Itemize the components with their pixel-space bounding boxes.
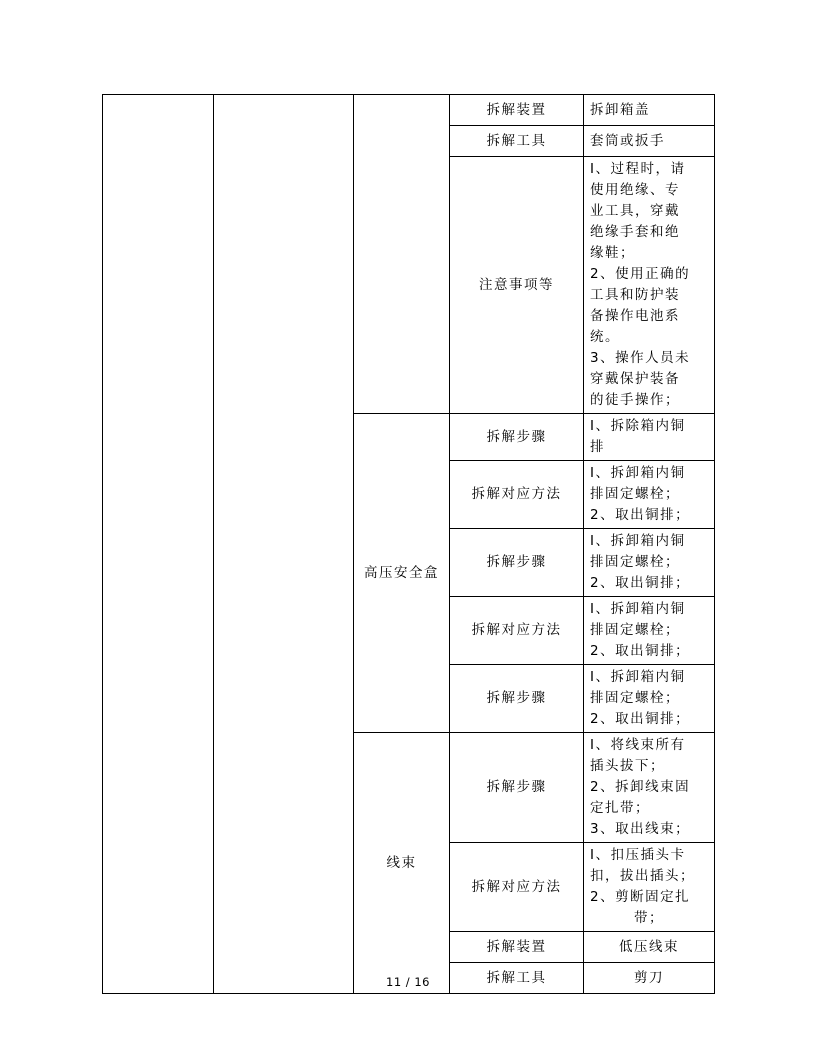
- text-line: 定扎带；: [590, 800, 650, 816]
- row-label: 拆解工具: [450, 963, 584, 994]
- text-line: I、扣压插头卡: [590, 847, 686, 863]
- text-line: 绝缘手套和绝: [590, 224, 680, 240]
- row-value: [584, 665, 715, 733]
- row-value: 套筒或扳手: [584, 126, 715, 157]
- text-line: 缘鞋；: [590, 245, 635, 261]
- page-number: 11 / 16: [386, 975, 430, 989]
- row-value: [584, 733, 715, 843]
- text-line: I、拆卸箱内铜: [590, 533, 686, 549]
- text-line: 2、取出铜排；: [590, 711, 691, 727]
- text-line: I、将线束所有: [590, 737, 686, 753]
- row-label: 拆解步骤: [450, 733, 584, 843]
- row-label: 拆解工具: [450, 126, 584, 157]
- row-label: 拆解对应方法: [450, 843, 584, 932]
- text-line: 的徒手操作；: [590, 392, 680, 408]
- text-line: 2、使用正确的: [590, 266, 691, 282]
- row-value: 拆卸箱盖: [584, 95, 715, 126]
- row-label: 拆解对应方法: [450, 597, 584, 665]
- row-label: 拆解对应方法: [450, 461, 584, 529]
- empty-col-1: [103, 95, 214, 994]
- group-harness: 线束: [354, 733, 450, 994]
- group-hv-box: 高压安全盒: [354, 414, 450, 733]
- text-line: 2、取出铜排；: [590, 643, 691, 659]
- disassembly-table: [102, 94, 715, 994]
- text-line: I、过程时，请: [590, 161, 686, 177]
- text-line: 排固定螺栓；: [590, 622, 680, 638]
- text-line: 工具和防护装: [590, 287, 680, 303]
- text-line: 3、取出线束；: [590, 821, 691, 837]
- text-line: 穿戴保护装备: [590, 371, 680, 387]
- text-line: 使用绝缘、专: [590, 182, 680, 198]
- row-value: 低压线束: [584, 932, 715, 963]
- row-label: 注意事项等: [450, 157, 584, 414]
- row-value: [584, 414, 715, 461]
- text-line: 排固定螺栓；: [590, 554, 680, 570]
- text-line: 2、取出铜排；: [590, 507, 691, 523]
- text-line: 备操作电池系: [590, 308, 680, 324]
- text-line: I、拆卸箱内铜: [590, 465, 686, 481]
- row-label: 拆解装置: [450, 95, 584, 126]
- row-label: 拆解步骤: [450, 414, 584, 461]
- row-label: 拆解步骤: [450, 665, 584, 733]
- empty-col-2: [214, 95, 354, 994]
- row-value: 剪刀: [584, 963, 715, 994]
- row-value: [584, 597, 715, 665]
- text-line: 插头拔下；: [590, 758, 665, 774]
- text-line: 2、拆卸线束固: [590, 779, 691, 795]
- text-line: 排: [590, 439, 605, 455]
- text-line: 扣，拔出插头；: [590, 868, 695, 884]
- text-line: 2、取出铜排；: [590, 575, 691, 591]
- text-line: 统。: [590, 329, 620, 345]
- text-line: 3、操作人员未: [590, 350, 691, 366]
- row-value: [584, 843, 715, 932]
- empty-col-3: [354, 95, 450, 414]
- row-value: [584, 529, 715, 597]
- text-line: 排固定螺栓；: [590, 690, 680, 706]
- text-line: 2、剪断固定扎: [590, 889, 691, 905]
- text-line: I、拆除箱内铜: [590, 418, 686, 434]
- row-value: [584, 157, 715, 414]
- text-line: I、拆卸箱内铜: [590, 669, 686, 685]
- text-line: 排固定螺栓；: [590, 486, 680, 502]
- text-line: 业工具，穿戴: [590, 203, 680, 219]
- row-value: [584, 461, 715, 529]
- text-line: I、拆卸箱内铜: [590, 601, 686, 617]
- row-label: 拆解装置: [450, 932, 584, 963]
- text-line: 带；: [634, 910, 664, 926]
- row-label: 拆解步骤: [450, 529, 584, 597]
